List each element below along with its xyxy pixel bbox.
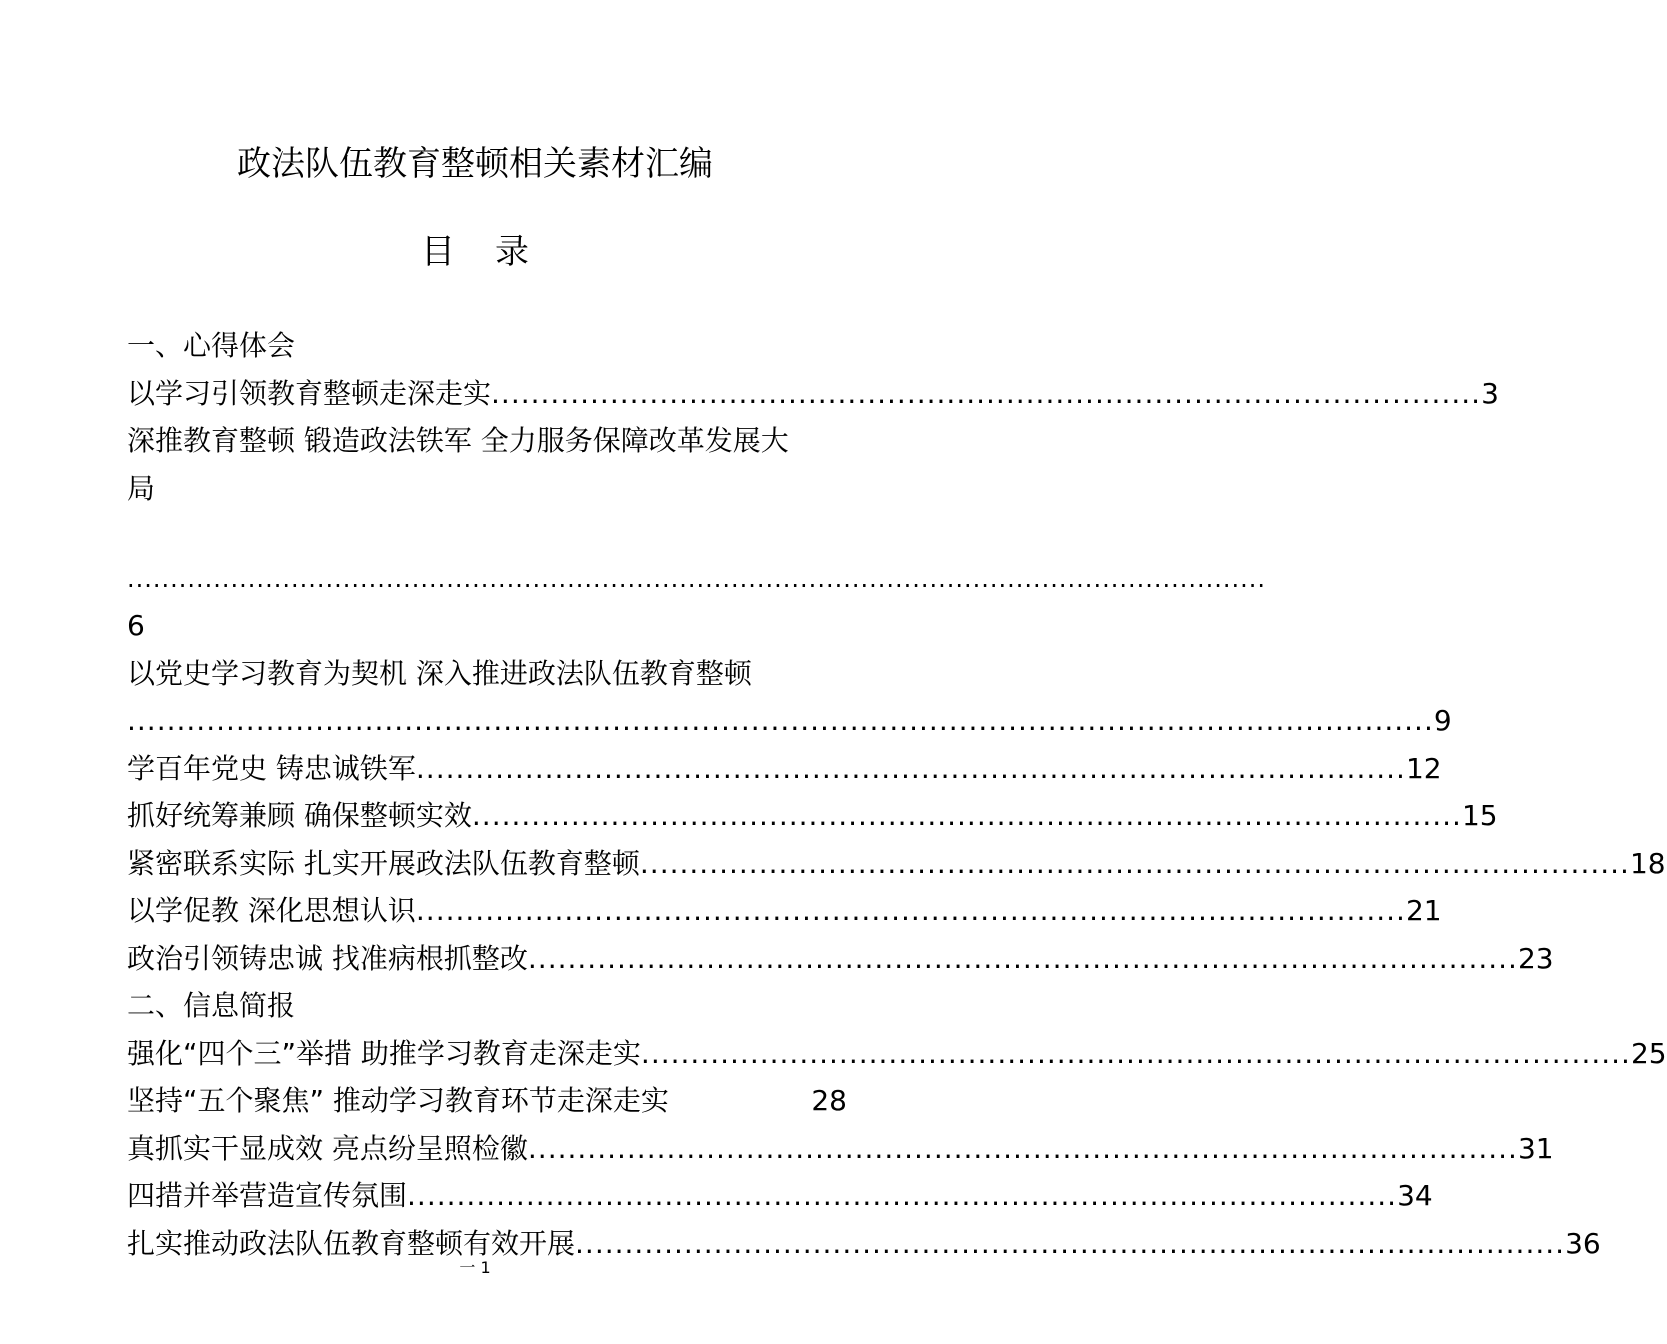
toc-entry-page: 28 <box>811 1084 847 1117</box>
toc-entry-title: 真抓实干显成效 亮点纷呈照检徽 <box>127 1131 528 1165</box>
toc-entry-page: 34 <box>1397 1179 1433 1212</box>
page-footer: 一 1 <box>459 1258 491 1277</box>
toc-entry-page: 12 <box>1405 751 1442 785</box>
toc-entry-title: 四措并举营造宣传氛围 <box>127 1179 408 1212</box>
toc-entry[interactable] <box>127 1030 1667 1078</box>
toc-entry-title: 扎实推动政法队伍教育整顿有效开展 <box>127 1226 576 1260</box>
toc-entry-title: 政治引领铸忠诚 找准病根抓整改 <box>127 941 528 975</box>
toc-leader-dots: .................................................................................................................................... <box>127 704 1434 737</box>
toc-entry-page: 18 <box>1629 846 1666 880</box>
toc-entry-page: 23 <box>1517 941 1554 975</box>
toc-entry-title: 坚持“五个聚焦” 推动学习教育环节走深走实 <box>127 1084 669 1117</box>
toc-leader-dots <box>669 1077 811 1125</box>
toc-entry[interactable] <box>127 840 1666 888</box>
toc-entry-title: 以学促教 深化思想认识 <box>127 894 416 927</box>
toc-entry-title-line1[interactable]: 深推教育整顿 锻造政法铁军 全力服务保障改革发展大 <box>127 424 789 457</box>
toc-entry-title: 以学习引领教育整顿走深走实 <box>127 376 492 410</box>
toc-leader-dots: .................................................................................................... <box>415 751 1406 785</box>
toc-leader-dots: .................................................................................................... <box>527 1131 1518 1165</box>
toc-entry-page: 31 <box>1517 1131 1554 1165</box>
toc-heading: 目录 <box>421 232 569 272</box>
document-title: 政法队伍教育整顿相关素材汇编 <box>237 144 713 184</box>
toc-entry-page: 6 <box>127 609 145 642</box>
toc-entry[interactable] <box>127 370 1499 418</box>
toc-leader-dots: .................................................................................................................................... <box>127 565 1267 593</box>
toc-entry[interactable] <box>127 1077 847 1125</box>
toc-entry-page: 21 <box>1405 894 1442 927</box>
toc-entry-page: 15 <box>1461 799 1498 832</box>
toc-entry-title: 学百年党史 铸忠诚铁军 <box>127 751 416 785</box>
spacer <box>127 512 847 557</box>
toc-leader-dots: .................................................................................................... <box>527 941 1518 975</box>
toc-entry-page: 9 <box>1433 704 1452 737</box>
toc-leader-dots: .................................................................................................... <box>575 1226 1566 1260</box>
toc-entry-title[interactable]: 以党史学习教育为契机 深入推进政法队伍教育整顿 <box>127 656 752 690</box>
table-of-contents <box>127 322 1667 1267</box>
toc-entry-title-line2[interactable]: 局 <box>127 471 156 505</box>
toc-leader-dots: .................................................................................................... <box>491 376 1482 410</box>
section-heading-1: 一、心得体会 <box>127 329 296 362</box>
toc-entry[interactable] <box>127 887 1442 935</box>
toc-entry[interactable] <box>127 1172 1433 1220</box>
toc-entry-title: 抓好统筹兼顾 确保整顿实效 <box>127 799 472 832</box>
toc-entry[interactable] <box>127 792 1498 840</box>
toc-leader-dots: .................................................................................................... <box>639 846 1630 880</box>
toc-entry-title: 强化“四个三”举措 助推学习教育走深走实 <box>127 1036 641 1070</box>
section-heading-2: 二、信息简报 <box>127 989 296 1022</box>
toc-entry[interactable] <box>127 935 1554 983</box>
toc-leader-dots: .................................................................................................... <box>471 799 1462 832</box>
toc-leader-dots: .................................................................................................... <box>640 1036 1631 1070</box>
toc-entry[interactable] <box>127 1125 1554 1173</box>
toc-entry-page: 3 <box>1481 376 1499 410</box>
toc-entry[interactable] <box>127 697 1452 745</box>
toc-entry-title: 紧密联系实际 扎实开展政法队伍教育整顿 <box>127 846 640 880</box>
toc-leader-dots: .................................................................................................... <box>415 894 1406 927</box>
toc-entry-page: 25 <box>1630 1036 1667 1070</box>
toc-entry-page: 36 <box>1565 1226 1601 1260</box>
toc-leader-dots: .................................................................................................... <box>407 1179 1398 1212</box>
toc-entry[interactable] <box>127 745 1442 793</box>
